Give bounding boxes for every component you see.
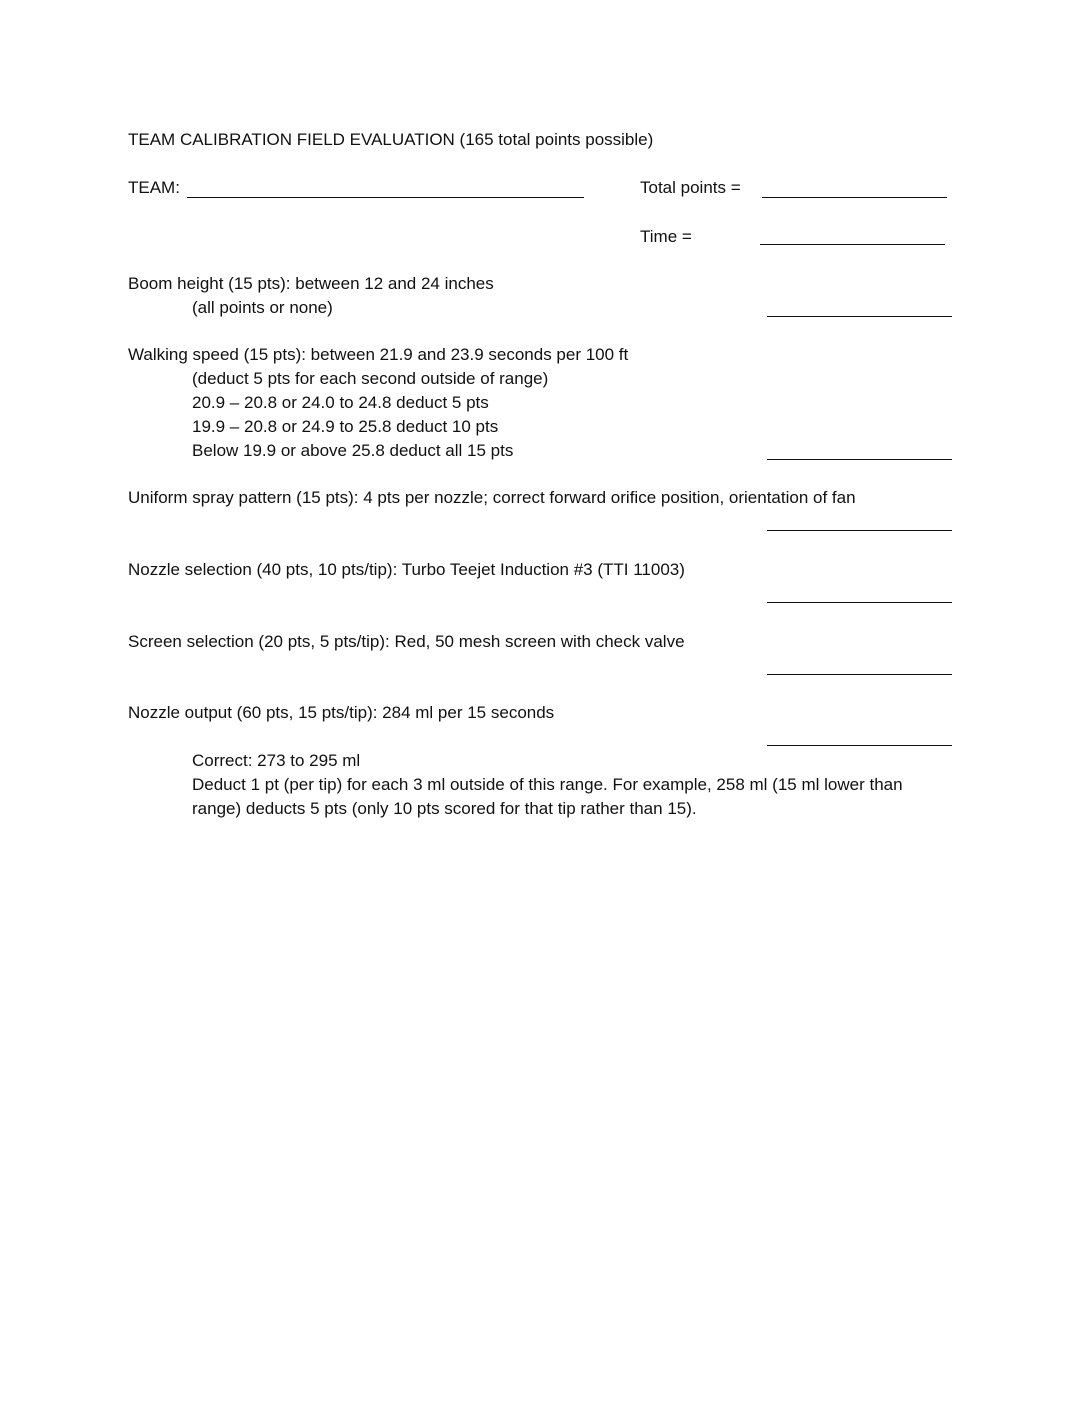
total-points-blank[interactable]: [762, 197, 947, 198]
time-blank[interactable]: [760, 244, 945, 245]
walking-speed-heading: Walking speed (15 pts): between 21.9 and 23.9 seconds per 100 ft: [128, 345, 629, 364]
walking-speed-rule-2: 19.9 – 20.8 or 24.9 to 25.8 deduct 10 pts: [192, 417, 499, 436]
time-label: Time =: [640, 227, 692, 246]
nozzle-selection-heading: Nozzle selection (40 pts, 10 pts/tip): Turbo Teejet Induction #3 (TTI 11003): [128, 560, 685, 579]
spray-pattern-heading: Uniform spray pattern (15 pts): 4 pts per nozzle; correct forward orifice position, orientation of fan: [128, 488, 856, 507]
boom-height-score-blank[interactable]: [767, 316, 952, 317]
screen-selection-heading: Screen selection (20 pts, 5 pts/tip): Red, 50 mesh screen with check valve: [128, 632, 685, 651]
boom-height-note: (all points or none): [192, 298, 333, 317]
walking-speed-score-blank[interactable]: [767, 459, 952, 460]
walking-speed-note: (deduct 5 pts for each second outside of range): [192, 369, 549, 388]
walking-speed-rule-1: 20.9 – 20.8 or 24.0 to 24.8 deduct 5 pts: [192, 393, 489, 412]
nozzle-selection-score-blank[interactable]: [767, 602, 952, 603]
walking-speed-rule-3: Below 19.9 or above 25.8 deduct all 15 pts: [192, 441, 514, 460]
nozzle-output-deduct-line-2: range) deducts 5 pts (only 10 pts scored for that tip rather than 15).: [192, 799, 697, 818]
nozzle-output-heading: Nozzle output (60 pts, 15 pts/tip): 284 ml per 15 seconds: [128, 703, 555, 722]
nozzle-output-score-blank[interactable]: [767, 745, 952, 746]
nozzle-output-deduct-line-1: Deduct 1 pt (per tip) for each 3 ml outside of this range. For example, 258 ml (15 ml lower than: [192, 775, 903, 794]
page-title: TEAM CALIBRATION FIELD EVALUATION (165 total points possible): [128, 130, 654, 149]
nozzle-output-correct: Correct: 273 to 295 ml: [192, 751, 361, 770]
total-points-label: Total points =: [640, 178, 741, 197]
spray-pattern-score-blank[interactable]: [767, 530, 952, 531]
boom-height-heading: Boom height (15 pts): between 12 and 24 inches: [128, 274, 494, 293]
team-name-blank[interactable]: [187, 197, 584, 198]
team-label: TEAM:: [128, 178, 180, 197]
screen-selection-score-blank[interactable]: [767, 674, 952, 675]
